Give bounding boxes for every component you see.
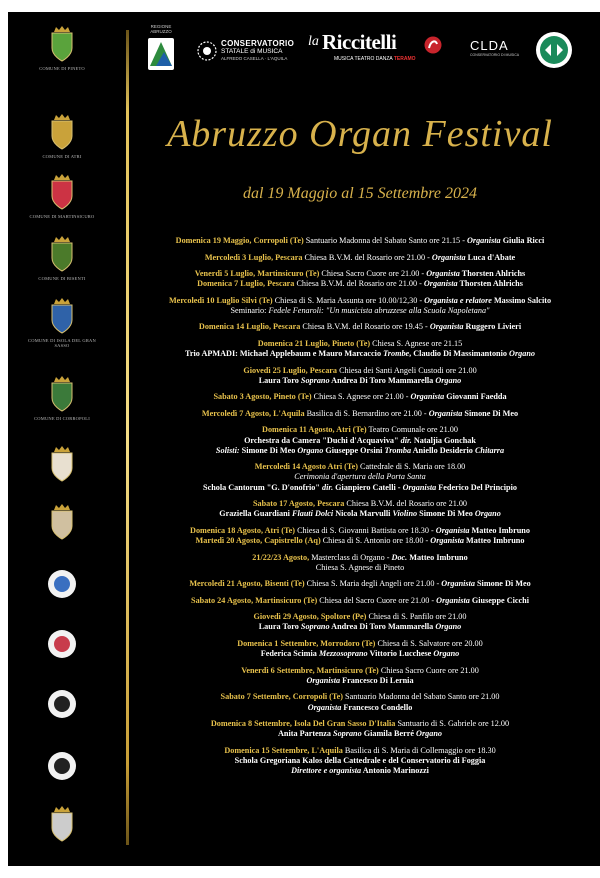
crest-icon [47, 566, 77, 602]
event-text: Chiesa B.V.M. del Rosario ore 19.45 - [300, 322, 430, 332]
event-text: Chiesa di S. Salvatore ore 20.00 [375, 638, 483, 648]
event-text: Anita Partenza [278, 729, 334, 739]
event-text: Santuario di S. Gabriele ore 12.00 [395, 719, 510, 729]
event-text: Ruggero Livieri [463, 322, 522, 332]
event-text: Simone Di Meo [239, 445, 298, 455]
event-line [140, 425, 580, 435]
event-item [140, 236, 580, 246]
event-text: Thorsten Ahlrichs [457, 279, 523, 289]
event-text: Federica Scimia [260, 649, 319, 659]
event-text: Trombe [383, 349, 410, 359]
event-date-place: Martedì 20 Agosto, Capistrello (Aq) [195, 536, 321, 546]
partner-logos [140, 22, 580, 82]
event-item [140, 719, 580, 739]
event-text: Matteo Imbruno [469, 525, 530, 535]
crest-icon [47, 376, 77, 412]
event-line [140, 376, 580, 386]
event-date-place: Giovedì 29 Agosto, Spoltore (Pe) [253, 612, 367, 622]
riccitelli-city: TERAMO [393, 56, 416, 62]
event-text: Flauti Dolci [291, 509, 334, 519]
event-line [140, 472, 580, 482]
event-line [140, 596, 580, 606]
event-line [140, 676, 580, 686]
event-text: Masterclass di Organo - [309, 552, 392, 562]
event-text: Organo [433, 649, 460, 659]
event-text: Teatro Comunale ore 21.00 [366, 425, 458, 435]
event-text: Giovanni Faedda [444, 392, 507, 402]
event-text: Organista [306, 675, 341, 685]
crest-label: COMUNE DI CORROPOLI [34, 416, 90, 421]
event-text: Organista [402, 482, 437, 492]
event-line [140, 579, 580, 589]
event-text: Laura Toro [258, 375, 301, 385]
riccitelli-logo [308, 30, 448, 70]
event-text: Santuario Madonna del Sabato Santo ore 21.15 - [303, 236, 467, 245]
event-item [140, 322, 580, 332]
event-item [140, 392, 580, 402]
event-text: Organista [466, 236, 501, 245]
event-text: Chiesa Sacro Cuore ore 21.00 [378, 665, 479, 675]
event-date-place: Domenica 19 Maggio, Corropoli (Te) [175, 236, 304, 245]
event-date-place: Mercoledì 7 Agosto, L'Aquila [201, 408, 305, 418]
event-item [140, 639, 580, 659]
event-line [140, 766, 580, 776]
crest-label: COMUNE DI PINETO [39, 66, 85, 71]
event-text: Chiesa di S. Panfilo ore 21.00 [366, 612, 467, 622]
crest-icon [47, 748, 77, 784]
clda-sub: CONSERVATORIO DI MUSICA [470, 53, 520, 57]
festival-dates: dal 19 Maggio al 15 Settembre 2024 [242, 185, 478, 202]
event-text: Doc. [391, 552, 408, 562]
sponsor-sidebar [22, 22, 102, 862]
event-text: Organista [429, 322, 464, 332]
event-text: Organista [431, 252, 466, 262]
event-text: Cattedrale di S. Maria ore 18.00 [357, 462, 466, 472]
event-line [140, 392, 580, 402]
event-list [140, 236, 580, 783]
event-text: Chiesa Sacro Cuore ore 21.00 - [319, 269, 427, 278]
event-text: Giuseppe Cicchi [469, 595, 529, 605]
event-item [140, 253, 580, 263]
event-text: Soprano [333, 729, 362, 739]
event-text: Schola Gregoriana Kalos della Cattedrale e del Conservatorio di Foggia [234, 755, 486, 765]
event-text: Orchestra da Camera "Duchi d'Acquaviva" [244, 435, 401, 445]
event-text: Laura Toro [258, 622, 301, 632]
event-line [140, 756, 580, 766]
event-text: Nataljia Gonchak [411, 435, 476, 445]
event-line [140, 339, 580, 349]
event-item [140, 409, 580, 419]
event-line [140, 649, 580, 659]
riccitelli-sub [334, 56, 416, 62]
event-text: Trio APMADI: Michael Applebaum e Mauro Marcaccio [185, 349, 384, 359]
event-item [140, 692, 580, 712]
event-text: Simone Di Meo [462, 408, 519, 418]
riccitelli-prefix: la [308, 34, 319, 49]
event-text: Tromba [384, 445, 412, 455]
event-item [140, 296, 580, 316]
event-text: Organista [435, 525, 470, 535]
event-line [140, 729, 580, 739]
event-line [140, 499, 580, 509]
crest-icon [47, 26, 77, 62]
organ-association-icon [534, 30, 574, 70]
regione-label: REGIONE ABRUZZO [150, 24, 172, 34]
event-text: Chiesa di S. Antonio ore 18.00 - [320, 536, 431, 546]
event-text: Giulia Ricci [500, 236, 545, 245]
crest-label: COMUNE DI ATRI [42, 154, 82, 159]
event-date-place: Sabato 3 Agosto, Pineto (Te) [213, 392, 312, 402]
crest-label: COMUNE DI BISENTI [38, 276, 86, 281]
event-line [140, 553, 580, 563]
event-item [140, 612, 580, 632]
event-line [140, 483, 580, 493]
crest-icon [47, 626, 77, 662]
event-line [140, 462, 580, 472]
event-text: Andrea Di Toro Mammarella [329, 622, 436, 632]
event-item [140, 462, 580, 493]
event-text: Chiesa S. Agnese di Pineto [315, 562, 405, 572]
conservatorio-logo [196, 38, 296, 68]
event-text: Thorsten Ahlrichs [459, 269, 526, 278]
event-line [140, 296, 580, 306]
event-text: Organo [297, 445, 324, 455]
event-text: dir. [321, 482, 334, 492]
event-date-place: Sabato 17 Agosto, Pescara [252, 499, 345, 509]
event-date-place: Mercoledì 14 Agosto Atri (Te) [254, 462, 358, 472]
event-text: Vittorio Lucchese [367, 649, 434, 659]
event-line [140, 612, 580, 622]
event-date-place: Domenica 21 Luglio, Pineto (Te) [257, 338, 371, 348]
crest-icon [47, 806, 77, 842]
riccitelli-sub-text: MUSICA TEATRO DANZA [334, 56, 393, 62]
event-line [140, 666, 580, 676]
event-date-place: Domenica 7 Luglio, Pescara [197, 279, 295, 289]
event-text: Organista e relatore [424, 295, 492, 305]
event-line [140, 306, 580, 316]
event-text: Chiesa dei Santi Angeli Custodi ore 21.00 [337, 365, 477, 375]
event-text: Antonio Marinozzi [361, 766, 429, 776]
event-line [140, 563, 580, 573]
event-date-place: Domenica 18 Agosto, Atri (Te) [190, 525, 296, 535]
event-item [140, 666, 580, 686]
event-item [140, 339, 580, 359]
regione-abruzzo-logo [144, 24, 178, 72]
event-text: Soprano [300, 375, 330, 385]
event-text: Organo [435, 375, 462, 385]
event-text: Federico Del Principio [436, 482, 517, 492]
event-line [140, 366, 580, 376]
event-date-place: 21/22/23 Agosto, [252, 552, 310, 562]
event-line [140, 253, 580, 263]
event-item [140, 526, 580, 546]
event-text: Soprano [300, 622, 330, 632]
event-text: Organista [436, 595, 470, 605]
event-date-place: Venerdì 5 Luglio, Martinsicuro (Te) [194, 269, 320, 278]
event-line [140, 349, 580, 359]
event-text: Solisti: [215, 445, 240, 455]
event-text: Organo [509, 349, 535, 359]
event-line [140, 509, 580, 519]
white-frame-top [0, 0, 600, 12]
event-line [140, 322, 580, 332]
event-line [140, 236, 580, 246]
event-item [140, 366, 580, 386]
event-text: Organista [430, 536, 464, 546]
event-text: Violino [392, 509, 418, 519]
organ-association-logo [534, 30, 574, 70]
event-text: Andrea Di Toro Mammarella [329, 375, 436, 385]
event-text: Chiesa del Sacro Cuore ore 21.00 - [317, 595, 437, 605]
event-text: , Claudio Di Massimantonio [409, 349, 510, 359]
event-date-place: Domenica 1 Settembre, Morrodoro (Te) [237, 638, 376, 648]
event-item [140, 269, 580, 289]
event-text: Cerimonia d'apertura della Porta Santa [294, 472, 426, 482]
event-text: Chiesa S. Agnese ore 21.00 - [311, 392, 411, 402]
event-date-place: Mercoledì 3 Luglio, Pescara [204, 252, 303, 262]
event-line [140, 622, 580, 632]
event-text: Chiesa S. Agnese ore 21.15 [370, 338, 463, 348]
event-line [140, 526, 580, 536]
event-date-place: Domenica 15 Settembre, L'Aquila [224, 745, 343, 755]
event-line [140, 409, 580, 419]
event-text: Seminario: [230, 305, 269, 315]
crest-icon [47, 298, 77, 334]
event-line [140, 746, 580, 756]
event-text: Chiesa B.V.M. del Rosario ore 21.00 [344, 499, 468, 509]
event-item [140, 746, 580, 777]
clda-logo [470, 38, 520, 68]
event-date-place: Mercoledì 21 Agosto, Bisenti (Te) [189, 579, 305, 589]
event-date-place: Giovedì 25 Luglio, Pescara [243, 365, 338, 375]
event-text: Giamila Berré [361, 729, 417, 739]
event-text: Organo [474, 509, 501, 519]
conservatorio-flower-icon [196, 40, 218, 62]
conservatorio-line1: CONSERVATORIO [221, 39, 295, 48]
event-text: Luca d'Abate [465, 252, 516, 262]
crest-icon [47, 114, 77, 150]
event-text: Chiesa di S. Giovanni Battista ore 18.30 - [295, 525, 436, 535]
event-date-place: Sabato 24 Agosto, Martinsicuro (Te) [191, 595, 318, 605]
event-text: Simone Di Meo [417, 509, 475, 519]
event-text: Organista [423, 279, 458, 289]
event-text: Chiesa S. Maria degli Angeli ore 21.00 - [304, 579, 442, 589]
event-text: Chiesa B.V.M. del Rosario ore 21.00 - [302, 252, 432, 262]
event-text: Massimo Salcito [491, 295, 552, 305]
event-text: Schola Cantorum "G. D'onofrio" [203, 482, 322, 492]
event-line [140, 719, 580, 729]
event-line [140, 536, 580, 546]
event-text: Matteo Imbruno [407, 552, 468, 562]
event-item [140, 425, 580, 456]
event-line [140, 436, 580, 446]
crest-icon [47, 446, 77, 482]
crest-label: COMUNE DI ISOLA DEL GRAN SASSO [28, 338, 96, 348]
event-text: Direttore e organista [291, 766, 362, 776]
event-text: dir. [400, 435, 412, 445]
white-frame-left [0, 0, 8, 878]
event-text: Basilica di S. Maria di Collemaggio ore 18.30 [342, 745, 496, 755]
event-text: Organo [416, 729, 442, 739]
gold-divider-line [126, 30, 129, 845]
event-item [140, 579, 580, 589]
clda-text: CLDA [470, 38, 509, 53]
event-date-place: Sabato 7 Settembre, Corropoli (Te) [220, 692, 343, 702]
event-line [140, 269, 580, 279]
crest-label: COMUNE DI MARTINSICURO [29, 214, 95, 219]
crest-icon [47, 236, 77, 272]
crest-icon [47, 686, 77, 722]
event-text: Organista [441, 579, 475, 589]
event-text: Nicola Marvulli [333, 509, 393, 519]
event-text: Chitarra [474, 445, 505, 455]
event-text: Basilica di S. Bernardino ore 21.00 - [304, 408, 429, 418]
crest-icon [47, 174, 77, 210]
conservatorio-line2: STATALE di MUSICA [221, 48, 283, 55]
crest-icon [47, 504, 77, 540]
event-date-place: Domenica 14 Luglio, Pescara [198, 322, 301, 332]
event-text: Fedele Fenaroli: "Un musicista abruzzese alla Scuola Napoletana" [268, 305, 490, 315]
event-text: Giuseppe Orsini [323, 445, 385, 455]
event-text: Organista [307, 702, 342, 712]
event-line [140, 639, 580, 649]
event-text: Mezzosoprano [318, 649, 368, 659]
event-text: Simone Di Meo [474, 579, 531, 589]
regione-emblem-icon [144, 34, 178, 74]
event-text: Graziella Guardiani [219, 509, 292, 519]
event-text: Organista [426, 269, 460, 278]
white-frame-bottom [0, 866, 600, 878]
event-text: Matteo Imbruno [463, 536, 525, 546]
event-text: Francesco Di Lernia [340, 675, 414, 685]
event-line [140, 279, 580, 289]
festival-title: Abruzzo Organ Festival [167, 113, 553, 155]
event-date-place: Venerdì 6 Settembre, Martinsicuro (Te) [241, 665, 379, 675]
event-text: Organista [428, 408, 463, 418]
event-text: Organista [410, 392, 445, 402]
event-item [140, 596, 580, 606]
event-date-place: Mercoledì 10 Luglio Silvi (Te) [168, 295, 273, 305]
conservatorio-line3: ALFREDO CASELLA · L'AQUILA [221, 56, 288, 61]
event-text: Francesco Condello [341, 702, 413, 712]
event-line [140, 692, 580, 702]
event-line [140, 446, 580, 456]
event-date-place: Domenica 11 Agosto, Atri (Te) [262, 425, 367, 435]
event-text: Chiesa B.V.M. del Rosario ore 21.00 - [294, 279, 424, 289]
event-item [140, 499, 580, 519]
event-date-place: Domenica 8 Settembre, Isola Del Gran Sasso D'Italia [210, 719, 396, 729]
event-text: Aniello Desiderio [411, 445, 475, 455]
event-text: Chiesa di S. Maria Assunta ore 10.00/12,30 - [272, 295, 425, 305]
riccitelli-mark-icon [424, 36, 442, 54]
event-text: Organo [435, 622, 462, 632]
event-text: Santuario Madonna del Sabato Santo ore 21.00 [342, 692, 500, 702]
riccitelli-name: Riccitelli [322, 30, 397, 54]
event-text: Gianpiero Catelli - [333, 482, 403, 492]
event-item [140, 553, 580, 573]
event-line [140, 703, 580, 713]
